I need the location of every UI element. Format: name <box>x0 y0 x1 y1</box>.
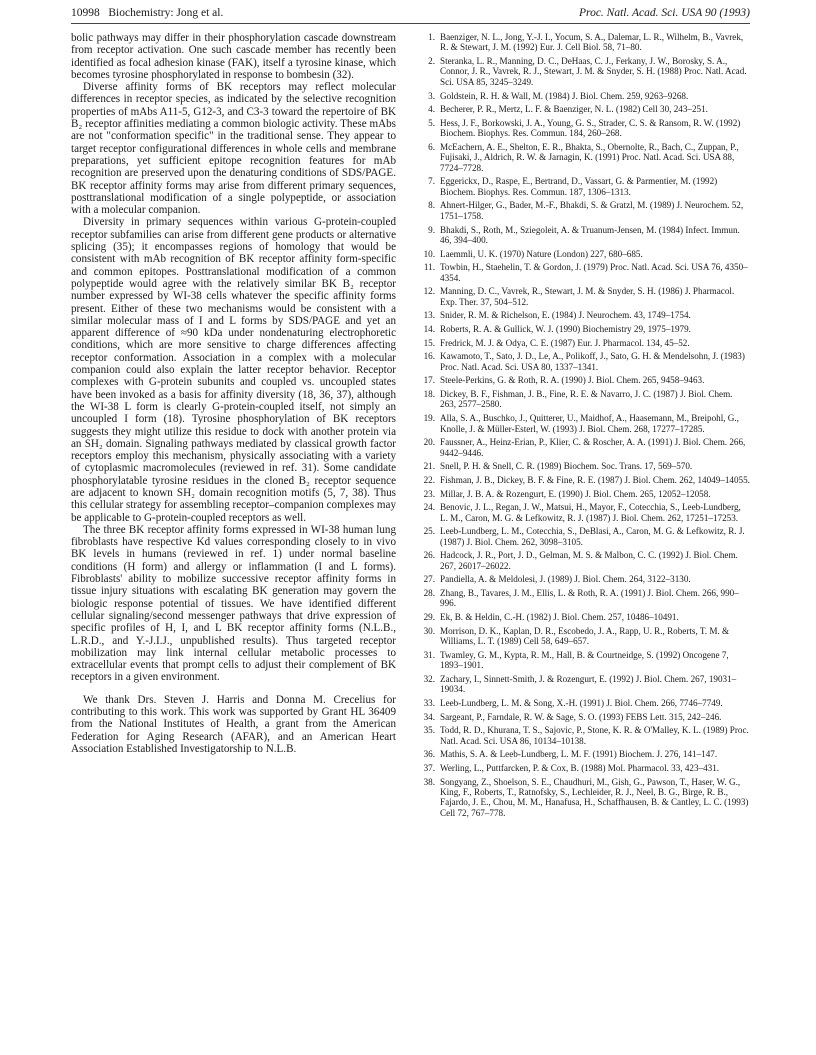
reference-number: 23. <box>423 488 435 499</box>
reference-number: 38. <box>423 776 435 787</box>
reference-item <box>423 310 750 321</box>
reference-number: 10. <box>423 248 435 259</box>
reference-item <box>426 91 750 101</box>
reference-text: Becherer, P. R., Mertz, L. F. & Baenziger, N. L. (1982) Cell 30, 243–251. <box>440 104 708 115</box>
reference-text: Snider, R. M. & Richelson, E. (1984) J. Neurochem. 43, 1749–1754. <box>440 310 691 321</box>
reference-number: 6. <box>428 141 435 152</box>
reference-text: Werling, L., Puttfarcken, P. & Cox, B. (1988) Mol. Pharmacol. 33, 423–431. <box>440 762 720 773</box>
reference-number: 32. <box>423 673 435 684</box>
reference-number: 11. <box>423 262 435 273</box>
reference-text: Ahnert-Hilger, G., Bader, M.-F., Bhakdi, S. & Gratzl, M. (1989) J. Neurochem. 52, 1751–1758. <box>440 200 744 221</box>
reference-item <box>423 625 750 647</box>
reference-number: 13. <box>423 310 435 321</box>
reference-text: Zachary, I., Sinnett-Smith, J. & Rozengurt, E. (1992) J. Biol. Chem. 267, 19031–19034. <box>440 673 737 695</box>
reference-item <box>423 711 750 722</box>
reference-item <box>423 574 750 585</box>
reference-text: Leeb-Lundberg, L. M., Cotecchia, S., DeBlasi, A., Caron, M. G. & Lefkowitz, R. J. (1987) J. Biol. Chem. 262, 3098–3105. <box>440 526 745 547</box>
reference-item <box>423 488 750 499</box>
reference-item <box>423 337 750 348</box>
reference-text: Leeb-Lundberg, L. M. & Song, X.-H. (1991) J. Biol. Chem. 266, 7746–7749. <box>440 697 723 708</box>
body-paragraph: The three BK receptor affinity forms expressed in WI-38 human lung fibroblasts have respective Kd values corresponding closely to in vivo BK levels in humans (reviewed in ref. 1) under normal baseline conditions (H form) and allergy or inflammation (I and L forms). Fibroblasts' ability to mobilize successive receptor affinity forms in tissue injury situations with escalating BK generation may govern the biologic response potential of tissues. We have identified different cellular signaling/second messenger pathways that drive expression of specific profiles of H, I, and L BK receptor affinity forms (N.L.B., L.R.D., and Y.-J.I.J., unpublished results). Thus targeted receptor mobilization may link internal cellular metabolic processes to extracellular events that prompt cells to adjust their complement of BK receptors in a given environment. <box>71 523 396 684</box>
reference-number: 21. <box>423 461 435 472</box>
running-header-left: 10998 Biochemistry: Jong et al. <box>71 7 224 19</box>
reference-text: McEachern, A. E., Shelton, E. R., Bhakta, S., Obernolte, R., Bach, C., Zuppan, P., Fujisaki, J., Aldrich, R. W. & Jarnagin, K. (1991) Proc. Natl. Acad. Sci. USA 88, 7724–7728. <box>440 141 739 173</box>
reference-item <box>423 502 750 523</box>
header-rule <box>71 23 750 24</box>
reference-text: Bhakdi, S., Roth, M., Sziegoleit, A. & Truanum-Jensen, M. (1984) Infect. Immun. 46, 394–400. <box>440 224 740 245</box>
reference-text: Goldstein, R. H. & Wall, M. (1984) J. Biol. Chem. 259, 9263–9268. <box>440 90 689 101</box>
reference-item <box>423 461 750 472</box>
reference-number: 7. <box>428 176 435 187</box>
reference-item <box>426 176 750 197</box>
reference-number: 33. <box>423 697 435 708</box>
reference-number: 30. <box>423 625 435 636</box>
reference-text: Hadcock, J. R., Port, J. D., Gelman, M. S. & Malbon, C. C. (1992) J. Biol. Chem. 267, 26017–26022. <box>440 550 738 571</box>
reference-item <box>423 526 750 547</box>
reference-text: Songyang, Z., Shoelson, S. E., Chaudhuri, M., Gish, G., Pawson, T., Haser, W. G., King, F., Roberts, T., Ratnofsky, S., Lechleider, R. J., Neel, B. G., Birge, R. B., Fajardo, J. E., Chou, M. M., Hanafusa, H., Schaffhausen, B. & Cantley, L. C. (1993) Cell 72, 767–778. <box>440 776 749 818</box>
reference-text: Laemmli, U. K. (1970) Nature (London) 227, 680–685. <box>440 248 643 259</box>
reference-text: Roberts, R. A. & Gullick, W. J. (1990) Biochemistry 29, 1975–1979. <box>440 324 691 334</box>
reference-text: Steranka, L. R., Manning, D. C., DeHaas, C. J., Ferkany, J. W., Borosky, S. A., Connor, J. R., Vavrek, R. J., Stewart, J. M. & Snyder, S. H. (1988) Proc. Natl. Acad. Sci. USA 85, 3245–3249. <box>440 56 747 87</box>
reference-item <box>423 649 750 671</box>
reference-number: 24. <box>423 502 435 513</box>
reference-item <box>423 550 750 571</box>
reference-number: 19. <box>423 413 435 424</box>
reference-item <box>423 375 750 386</box>
reference-number: 4. <box>428 104 435 115</box>
acknowledgment: We thank Drs. Steven J. Harris and Donna M. Crecelius for contributing to this work. This work was supported by Grant HL 36409 from the National Institutes of Health, a grant from the American Federation for Aging Research (AFAR), and an American Heart Association Established Investigatorship to N.L.B. <box>71 693 396 755</box>
reference-item <box>426 225 750 246</box>
body-paragraph: Diversity in primary sequences within various G-protein-coupled receptor subfamilies can arise from different gene products or alternative splicing (35); it encompasses regions of homology that would be consistent with mAb recognition of BK receptor affinity form-specific and common epitopes. Posttranslational modification of a common polypeptide would agree with the relatively similar BK B₂ receptor number expressed by WI-38 cells whatever the specific affinity forms present. Either of these two mechanisms would be consistent with a similar molecular mass of I and L forms by SDS/PAGE and yet an apparent difference of ≈90 kDa under nondenaturing electrophoretic conditions, which are more sensitive to charge differences affecting receptor conformation. Association in a complex with a molecular companion could also explain the latter receptor behavior. Receptor complexes with G-protein subunits and coupled vs. uncoupled states have been invoked as a basis for affinity diversity (18, 36, 37), although the WI-38 L form is clearly G-protein-coupled itself, not simply an uncoupled I form (18). Tyrosine phosphorylation of BK receptors suggests they might utilize this residue to dock with another protein via an SH₂ domain. Signaling pathways mediated by classical growth factor receptors employ this mechanism, physically associating with a variety of cytoplasmic macromolecules (reviewed in ref. 31). Some candidate phosphorylatable tyrosine residues in the cloned B₂ receptor sequence are adjacent to known SH₂ domain recognition motifs (5, 7, 38). Thus this cellular strategy for assembling receptor–companion complexes may be applicable to G-protein-coupled receptors as well. <box>71 216 396 524</box>
reference-number: 15. <box>423 337 435 348</box>
reference-number: 5. <box>428 117 435 128</box>
reference-number: 1. <box>428 32 435 42</box>
reference-text: Dickey, B. F., Fishman, J. B., Fine, R. E. & Navarro, J. C. (1987) J. Biol. Chem. 263, 2577–2580. <box>440 389 733 410</box>
reference-number: 28. <box>423 588 435 599</box>
reference-item <box>423 437 750 458</box>
reference-number: 31. <box>423 649 435 660</box>
reference-item <box>423 413 750 434</box>
reference-text: Faussner, A., Heinz-Erian, P., Klier, C. & Roscher, A. A. (1991) J. Biol. Chem. 266, 9442–9446. <box>440 437 746 458</box>
reference-text: Sargeant, P., Farndale, R. W. & Sage, S. O. (1993) FEBS Lett. 315, 242–246. <box>440 711 722 722</box>
reference-number: 25. <box>423 526 435 537</box>
reference-item <box>423 286 750 307</box>
reference-item <box>426 32 750 53</box>
reference-number: 35. <box>423 725 435 736</box>
reference-item <box>423 725 750 746</box>
reference-text: Todd, R. D., Khurana, T. S., Sajovic, P., Stone, K. R. & O'Malley, K. L. (1989) Proc. Natl. Acad. Sci. USA 86, 10134–10138. <box>440 725 749 746</box>
reference-number: 18. <box>423 389 435 400</box>
reference-number: 36. <box>423 749 435 760</box>
reference-item <box>423 673 750 695</box>
reference-number: 2. <box>428 56 435 67</box>
reference-text: Kawamoto, T., Sato, J. D., Le, A., Polikoff, J., Sato, G. H. & Mendelsohn, J. (1983) Proc. Natl. Acad. Sci. USA 80, 1337–1341. <box>440 351 745 372</box>
reference-item <box>426 200 750 221</box>
reference-text: Fishman, J. B., Dickey, B. F. & Fine, R. E. (1987) J. Biol. Chem. 262, 14049–14055. <box>440 474 750 485</box>
reference-text: Towbin, H., Staehelin, T. & Gordon, J. (1979) Proc. Natl. Acad. Sci. USA 76, 4350–4354. <box>440 262 748 283</box>
reference-text: Fredrick, M. J. & Odya, C. E. (1987) Eur. J. Pharmacol. 134, 45–52. <box>440 337 690 348</box>
reference-text: Twamley, G. M., Kypta, R. M., Hall, B. & Courtneidge, S. (1992) Oncogene 7, 1893–1901. <box>440 649 729 671</box>
reference-text: Millar, J. B. A. & Rozengurt, E. (1990) J. Biol. Chem. 265, 12052–12058. <box>440 488 711 499</box>
reference-item <box>423 324 750 334</box>
reference-text: Snell, P. H. & Snell, C. R. (1989) Biochem. Soc. Trans. 17, 569–570. <box>440 461 693 472</box>
reference-text: Benovic, J. L., Regan, J. W., Matsui, H., Mayor, F., Cotecchia, S., Leeb-Lundberg, L. M., Caron, M. G. & Lefkowitz, R. J. (1987) J. Biol. Chem. 262, 17251–17253. <box>440 502 741 523</box>
reference-number: 20. <box>423 437 435 448</box>
reference-number: 27. <box>423 574 435 585</box>
reference-number: 26. <box>423 550 435 561</box>
reference-text: Eggerickx, D., Raspe, E., Bertrand, D., Vassart, G. & Parmentier, M. (1992) Biochem. Biophys. Res. Commun. 187, 1306–1313. <box>440 176 718 197</box>
reference-item <box>423 612 750 623</box>
reference-number: 12. <box>423 286 435 297</box>
reference-item <box>423 697 750 708</box>
reference-number: 17. <box>423 375 435 386</box>
reference-item <box>423 389 750 410</box>
reference-item <box>423 776 750 819</box>
reference-number: 9. <box>428 224 435 235</box>
reference-item <box>423 262 750 283</box>
reference-text: Zhang, B., Tavares, J. M., Ellis, L. & Roth, R. A. (1991) J. Biol. Chem. 266, 990–996. <box>440 588 739 609</box>
reference-item <box>426 104 750 114</box>
reference-item <box>423 749 750 760</box>
reference-number: 34. <box>423 711 435 722</box>
reference-item <box>426 56 750 87</box>
reference-text: Pandiella, A. & Meldolesi, J. (1989) J. Biol. Chem. 264, 3122–3130. <box>440 574 691 585</box>
reference-text: Steele-Perkins, G. & Roth, R. A. (1990) J. Biol. Chem. 265, 9458–9463. <box>440 375 705 386</box>
reference-text: Mathis, S. A. & Leeb-Lundberg, L. M. F. (1991) Biochem. J. 276, 141–147. <box>440 749 718 760</box>
reference-item <box>426 142 750 173</box>
reference-text: Ek, B. & Heldin, C.-H. (1982) J. Biol. Chem. 257, 10486–10491. <box>440 612 679 623</box>
reference-item <box>423 762 750 773</box>
reference-text: Alla, S. A., Buschko, J., Quitterer, U., Maidhof, A., Haasemann, M., Breipohl, G., Knolle, J. & Müller-Esterl, W. (1993) J. Biol. Chem. 268, 17277–17285. <box>440 413 739 434</box>
body-paragraph: Diverse affinity forms of BK receptors may reflect molecular differences in receptor species, as indicated by the selective recognition properties of mAbs A11-5, G12-3, and C3-3 toward the repertoire of BK B₂ receptor affinities mediating a common biologic activity. These mAbs are not "conformation specific" in the traditional sense. They appear to target receptor configurational differences in whole cells and membrane preparations, yet sufficient epitope recognition features for mAb recognition are preserved upon the denaturing conditions of SDS/PAGE. BK receptor affinity forms may arise from different primary sequences, posttranslational modification of a single polypeptide, or association with a molecular companion. <box>71 81 396 217</box>
reference-text: Baenziger, N. L., Jong, Y.-J. I., Yocum, S. A., Dalemar, L. R., Wilhelm, B., Vavrek, R. & Stewart, J. M. (1992) Eur. J. Cell Biol. 58, 71–80. <box>440 32 744 53</box>
reference-item <box>423 474 750 485</box>
reference-number: 22. <box>423 474 435 485</box>
reference-text: Hess, J. F., Borkowski, J. A., Young, G. S., Strader, C. S. & Ransom, R. W. (1992) Biochem. Biophys. Res. Commun. 184, 260–268. <box>440 117 741 139</box>
running-header-right: Proc. Natl. Acad. Sci. USA 90 (1993) <box>579 7 750 19</box>
reference-number: 29. <box>423 612 435 623</box>
reference-number: 3. <box>428 90 435 101</box>
reference-number: 16. <box>423 351 435 362</box>
reference-item <box>423 351 750 372</box>
reference-text: Morrison, D. K., Kaplan, D. R., Escobedo, J. A., Rapp, U. R., Roberts, T. M. & Williams, L. T. (1989) Cell 58, 649–657. <box>440 625 730 647</box>
reference-item <box>423 248 750 259</box>
reference-text: Manning, D. C., Vavrek, R., Stewart, J. M. & Snyder, S. H. (1986) J. Pharmacol. Exp. Ther. 37, 504–512. <box>440 286 735 307</box>
reference-list <box>423 32 750 822</box>
body-text-column <box>71 32 396 755</box>
reference-item <box>423 588 750 609</box>
body-paragraph: bolic pathways may differ in their phosphorylation cascade downstream from receptor activation. One such cascade member has recently been identified as focal adhesion kinase (FAK), itself a tyrosine kinase, which becomes tyrosine phosphorylated in response to bombesin (32). <box>71 32 396 81</box>
reference-number: 37. <box>423 762 435 773</box>
reference-number: 14. <box>423 324 435 334</box>
reference-item <box>426 118 750 139</box>
reference-number: 8. <box>428 200 435 211</box>
